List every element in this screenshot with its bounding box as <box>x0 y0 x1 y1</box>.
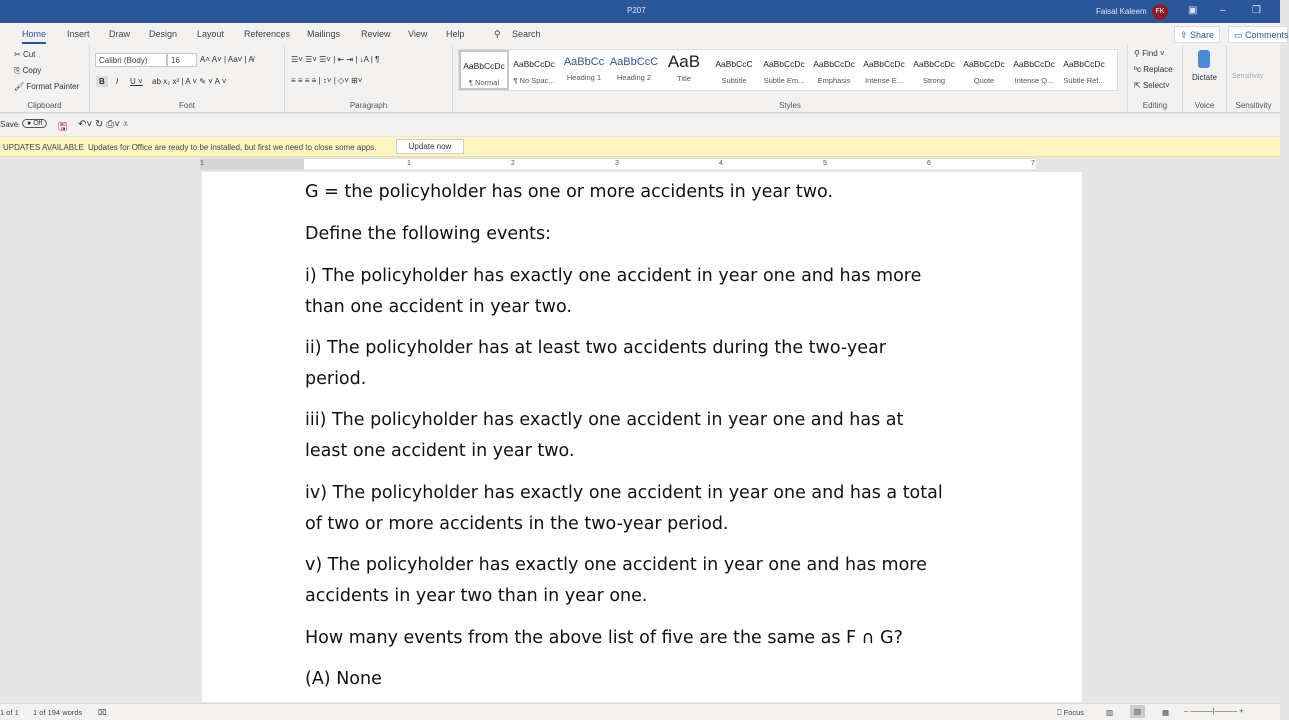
share-label: Share <box>1190 30 1215 40</box>
style-name: Heading 2 <box>616 73 652 82</box>
style-name: Heading 1 <box>566 73 602 82</box>
alignment-icons[interactable]: ≡ ≡ ≡ ≡ | ↕˅ | ◇˅ ⊞˅ <box>291 76 363 85</box>
text-line: accidents in year two than in year one. <box>305 585 648 606</box>
styles-gallery <box>458 49 1118 91</box>
ruler-margin <box>200 159 304 170</box>
tab-review[interactable]: Review <box>361 29 391 39</box>
style-name: ¶ Normal <box>468 78 500 87</box>
tab-insert[interactable]: Insert <box>67 29 90 39</box>
style-item[interactable] <box>609 50 659 90</box>
editing-label: Editing <box>1142 101 1168 110</box>
text-line: than one accident in year two. <box>305 296 572 317</box>
tab-layout[interactable]: Layout <box>197 29 225 39</box>
clipboard-group <box>0 45 90 113</box>
zoom-slider[interactable]: – ———|——— + <box>1184 706 1244 715</box>
sensitivity-label: Sensitivity <box>1235 101 1272 110</box>
text-line: least one accident in year two. <box>305 440 575 461</box>
style-preview: AaBbCcDc <box>763 59 805 69</box>
document-paragraph <box>305 261 921 322</box>
style-name: Subtitle <box>721 76 747 85</box>
search-box[interactable]: Search <box>512 29 541 39</box>
avatar[interactable]: FK <box>1152 4 1168 20</box>
update-now-button[interactable]: Update now <box>396 139 464 154</box>
ribbon-display-icon[interactable]: ▣ <box>1188 5 1198 16</box>
minimize-button[interactable]: – <box>1220 5 1226 16</box>
ruler-number: 4 <box>719 160 723 167</box>
ribbon <box>0 45 1280 113</box>
text-line: Define the following events: <box>305 224 552 244</box>
style-name: Quote <box>973 76 995 85</box>
style-name: Title <box>677 74 691 83</box>
voice-group <box>1183 45 1227 113</box>
font-size-select[interactable]: 16 <box>167 53 197 67</box>
select-button[interactable]: ⇱ Select˅ <box>1134 81 1170 90</box>
voice-label: Voice <box>1194 101 1215 110</box>
text-line: i) The policyholder has exactly one accident in year one and has more <box>305 266 922 286</box>
style-preview: AaBbCcDc <box>813 59 855 69</box>
microphone-icon <box>1198 50 1210 68</box>
style-item[interactable] <box>909 50 959 90</box>
style-preview: AaBbCcC <box>715 59 753 69</box>
editing-group <box>1128 45 1183 113</box>
styles-group <box>453 45 1128 113</box>
bold-button[interactable]: B <box>96 76 108 87</box>
style-item[interactable] <box>1009 50 1059 90</box>
style-preview: AaBbCcDc <box>913 59 955 69</box>
document-paragraph <box>305 623 903 654</box>
web-layout-icon[interactable]: ▦ <box>1162 708 1170 717</box>
horizontal-ruler[interactable] <box>200 158 1036 169</box>
ruler-number: 2 <box>511 160 515 167</box>
status-bar <box>0 703 1280 720</box>
user-name: Faisal Kaleem <box>1096 7 1147 16</box>
autosave-toggle[interactable]: ● Off <box>22 119 47 128</box>
style-preview: AaBbCcDc <box>1063 59 1105 69</box>
ribbon-tabs <box>0 23 1289 45</box>
text-line: of two or more accidents in the two-year period. <box>305 513 729 534</box>
format-painter-button[interactable]: 🖌 Format Painter <box>14 82 80 91</box>
autosave-label: Save <box>0 120 19 129</box>
proofing-icon[interactable]: ⌧ <box>98 708 107 717</box>
comment-icon: ▭ <box>1234 30 1246 40</box>
text-line: G = the policyholder has one or more accidents in year two. <box>305 182 834 202</box>
style-preview: AaBbCcDc <box>513 59 555 69</box>
clipboard-label: Clipboard <box>27 101 62 110</box>
comments-label: Comments <box>1245 30 1289 40</box>
ruler-number: 1 <box>407 160 411 167</box>
style-preview: AaBbCc <box>563 56 605 68</box>
tab-references[interactable]: References <box>244 29 291 39</box>
font-group <box>90 45 285 113</box>
ruler-number: 1 <box>200 160 204 167</box>
cut-button[interactable]: ✂ Cut <box>14 50 36 59</box>
ruler-number: 5 <box>823 160 827 167</box>
style-preview: AaBbCcDc <box>963 59 1005 69</box>
style-name: Intense E... <box>865 76 903 85</box>
tab-design[interactable]: Design <box>149 29 178 39</box>
print-layout-icon[interactable]: ▤ <box>1130 705 1145 718</box>
share-button[interactable] <box>1174 26 1220 43</box>
update-message: Updates for Office are ready to be installed, but first we need to close some apps. <box>88 143 377 152</box>
ruler-number: 6 <box>927 160 931 167</box>
text-line: period. <box>305 368 367 389</box>
style-name: Strong <box>922 76 946 85</box>
text-line: iv) The policyholder has exactly one accident in year one and has a total <box>305 483 943 503</box>
style-item[interactable] <box>659 50 709 90</box>
sensitivity-button[interactable]: Sensitivity <box>1232 73 1264 80</box>
restore-button[interactable]: ❐ <box>1252 5 1261 16</box>
paragraph-group <box>285 45 453 113</box>
tab-home[interactable]: Home <box>22 29 47 39</box>
document-paragraph <box>305 177 833 208</box>
tab-mailings[interactable]: Mailings <box>307 29 341 39</box>
style-preview: AaBbCcC <box>609 56 659 68</box>
style-name: Subtle Em... <box>763 76 805 85</box>
text-line: ii) The policyholder has at least two accidents during the two-year <box>305 338 886 358</box>
sensitivity-group <box>1227 45 1280 113</box>
style-item[interactable] <box>559 50 609 90</box>
update-title: UPDATES AVAILABLE <box>3 143 84 152</box>
grow-shrink-font-icons[interactable]: A˄ A˅ | Aa˅ | A̸ <box>200 55 254 64</box>
save-icon[interactable]: 🖫 <box>58 121 68 133</box>
document-paragraph <box>305 550 927 611</box>
text-line: How many events from the above list of five are the same as F ∩ G? <box>305 628 903 648</box>
font-name-select[interactable]: Calibri (Body) <box>95 53 167 67</box>
ruler-number: 7 <box>1031 160 1035 167</box>
styles-label: Styles <box>779 101 801 110</box>
underline-button[interactable]: U ˅ <box>130 77 143 86</box>
search-icon[interactable]: ⚲ <box>494 29 501 39</box>
text-line: v) The policyholder has exactly one accident in year one and has more <box>305 555 927 575</box>
quick-access-toolbar <box>0 114 1280 136</box>
word-count[interactable]: 1 of 194 words <box>33 708 83 717</box>
paragraph-label: Paragraph <box>349 101 388 110</box>
tab-view[interactable]: View <box>408 29 428 39</box>
document-page[interactable] <box>202 172 1082 702</box>
style-item[interactable] <box>709 50 759 90</box>
style-item[interactable] <box>809 50 859 90</box>
document-paragraph <box>305 405 903 466</box>
style-preview: AaBbCcDc <box>863 59 905 69</box>
style-name: Intense Q... <box>1014 76 1054 85</box>
style-item[interactable] <box>859 50 909 90</box>
style-item[interactable] <box>1059 50 1109 90</box>
document-paragraph <box>305 664 382 695</box>
title-bar <box>0 0 1280 23</box>
style-preview: AaB <box>667 52 701 71</box>
tab-help[interactable]: Help <box>446 29 465 39</box>
read-mode-icon[interactable]: ▥ <box>1106 708 1114 717</box>
style-item[interactable] <box>459 50 509 90</box>
dictate-button[interactable]: Dictate <box>1192 73 1217 82</box>
text-line: (A) None <box>305 669 382 689</box>
copy-button[interactable]: ⎘ Copy <box>14 66 42 75</box>
style-name: ¶ No Spac... <box>513 76 555 85</box>
document-paragraph <box>305 333 886 394</box>
focus-button[interactable]: ⎕ Focus <box>1057 708 1085 717</box>
font-label: Font <box>178 101 195 110</box>
style-preview: AaBbCcDc <box>1013 59 1055 69</box>
style-name: Subtle Ref... <box>1063 76 1105 85</box>
style-item[interactable] <box>959 50 1009 90</box>
share-icon: ⇪ <box>1180 30 1191 40</box>
italic-button[interactable]: I <box>116 77 119 86</box>
document-title: P207 <box>627 6 646 15</box>
style-name: Emphasis <box>817 76 851 85</box>
page-count[interactable]: 1 of 1 <box>0 708 19 717</box>
update-notification-bar <box>0 137 1280 157</box>
tab-draw[interactable]: Draw <box>109 29 131 39</box>
ruler-number: 3 <box>615 160 619 167</box>
replace-button[interactable]: ᵇc Replace <box>1134 65 1173 74</box>
text-line: iii) The policyholder has exactly one accident in year one and has at <box>305 410 904 430</box>
document-paragraph <box>305 219 551 250</box>
style-item[interactable] <box>509 50 559 90</box>
style-item[interactable] <box>759 50 809 90</box>
font-format-icons[interactable]: ab x₂ x² | A ˅ ✎ ˅ A ˅ <box>152 77 227 86</box>
style-preview: AaBbCcDc <box>463 61 505 71</box>
find-button[interactable]: ⚲ Find ˅ <box>1134 49 1165 58</box>
comments-button[interactable] <box>1228 26 1288 43</box>
list-icons[interactable]: ☰˅ ☰˅ ☰˅ | ⇤ ⇥ | ↓A | ¶ <box>291 55 380 64</box>
undo-redo-icons[interactable]: ↶˅ ↻ ⎙˅ ⩡ <box>78 119 129 130</box>
document-paragraph <box>305 478 943 539</box>
